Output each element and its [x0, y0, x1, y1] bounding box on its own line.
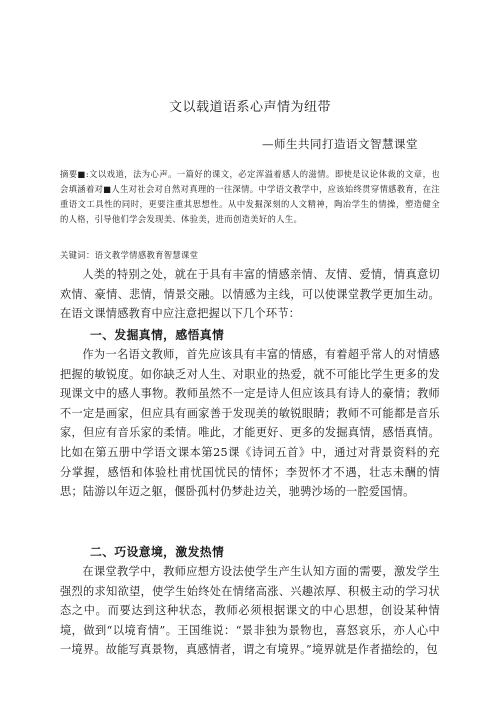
section-2-heading: 二、巧设意境，激发热情 — [90, 545, 225, 559]
section-2-text: 在课堂教学中，教师应想方设法使学生产生认知方面的需要，激发学生强烈的求知欲望，使学生始终处在情绪高涨、兴趣浓厚、积极主动的学习状态之中。而要达到这种状态，教师必须根据课文的中心思想，创设某种情境，做到“以境育情”。王国维说：“景非独为景物也，喜怒哀乐，亦人心中一境界。故能写真景物，真感情者，谓之有境界。”境界就是作者描绘的，包 — [60, 565, 440, 657]
section-1-text: 作为一名语文教师，首先应该具有丰富的情感，有着超乎常人的对情感把握的敏锐度。如你缺乏对人生、对职业的热爱，就不可能比学生更多的发现课文中的感人事物。教师虽然不一定是诗人但应该具有诗人的豪情；教师不一定是画家，但应具有画家善于发现美的敏锐眼睛；教师不可能都是音乐家，但应有音乐家的柔情。唯此，才能更好、更多的发掘真情，感悟真情。比如在第五册中学语文课本第25课《诗词五首》中，通过对背景资料的充分掌握，感悟和体验杜甫忧国忧民的情怀；李贺怀才不遇，壮志未酬的情思；陆游以年迈之躯，偃卧孤村仍梦赴边关，驰骋沙场的一腔爱国情。 — [60, 348, 440, 499]
keywords-line: 关键词：语文教学情感教育智慧课堂 — [60, 250, 199, 260]
document-title: 文以载道语系心声情为纽带 — [168, 100, 331, 115]
abstract-paragraph: 摘要■:文以戏道，法为心声。一篇好的课文，必定浑溢着感人的滋情。即使是议论体裁的文章，也会填涵着对■人生对社会对自然对真理的一往深情。中学语文教学中，应该始终贯穿情感教育，在注重语文工具性的同时，更要注重其思想性。从中发掘深刻的人文精神，陶冶学生的情操，塑造健全的人格，引导他们学会发现美、体验美，进而创造美好的人生。 — [60, 169, 441, 224]
section-2-body — [60, 562, 440, 660]
intro-paragraph — [60, 265, 440, 324]
intro-text: 人类的特别之处，就在于具有丰富的情感亲情、友情、爱情，情真意切欢情、豪情、悲情，情景交融。以情感为主线，可以使课堂教学更加生动。在语文课情感教育中应注意把握以下几个环节： — [60, 268, 440, 321]
section-1-body — [60, 345, 440, 502]
document-subtitle: —师生共同打造语文智慧课堂 — [262, 137, 418, 151]
section-1-heading: 一、发掘真情，感悟真情 — [90, 328, 225, 342]
